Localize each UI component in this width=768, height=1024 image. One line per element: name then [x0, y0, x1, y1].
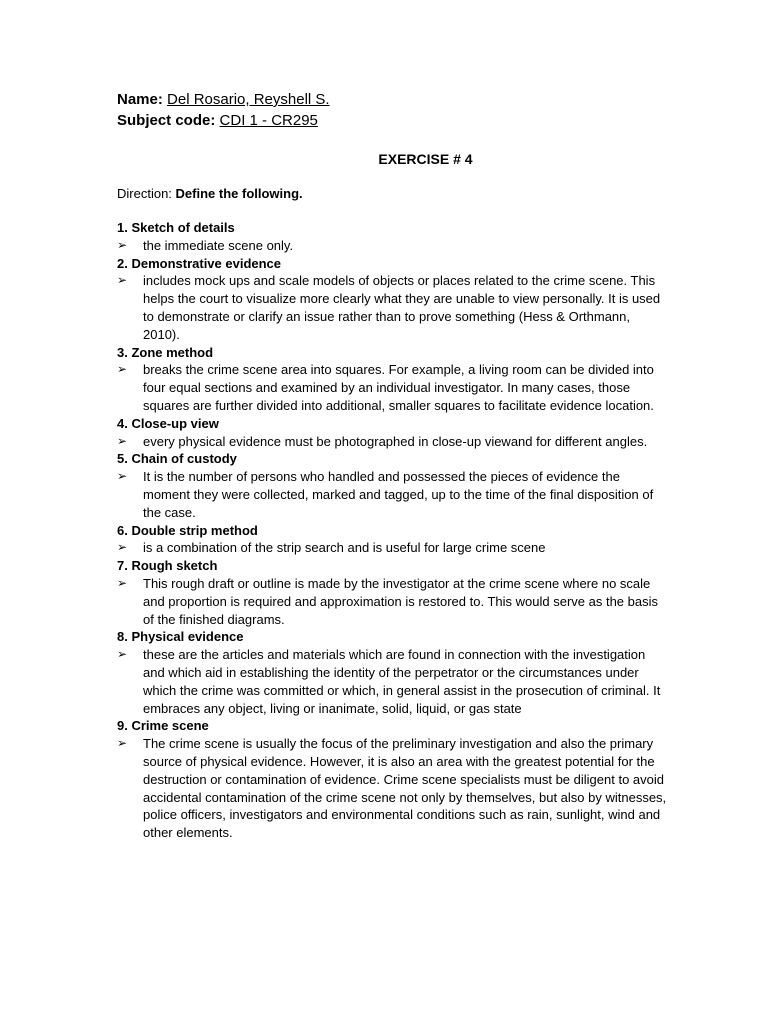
- list-item: [117, 344, 668, 415]
- definition-text: every physical evidence must be photographed in close-up viewand for different angles.: [143, 433, 648, 449]
- list-item: [117, 450, 668, 521]
- term-label: 5. Chain of custody: [117, 451, 237, 467]
- definition: [117, 575, 668, 628]
- term-label: 7. Rough sketch: [117, 558, 218, 574]
- name-label: Name:: [117, 91, 163, 108]
- term-label: 3. Zone method: [117, 344, 214, 360]
- arrowhead-bullet-icon: ➢: [117, 575, 128, 590]
- subject-label: Subject code:: [117, 112, 216, 129]
- arrowhead-bullet-icon: ➢: [117, 237, 128, 252]
- list-item: [117, 717, 668, 842]
- direction-label: Direction:: [117, 186, 176, 201]
- term-label: 1. Sketch of details: [117, 220, 235, 235]
- definition-text: The crime scene is usually the focus of the preliminary investigation and also the primary source of physical evidence. However, it is also an area with the greatest potential for the destruction or contamination of evidence. Crime scene specialists must be diligent to avoid accidental contamination of the crime scene not only by themselves, but also by witnesses, police officers, investigators and environmental conditions such as rain, sunlight, wind and other elements.: [143, 736, 667, 841]
- definitions-list: [117, 219, 668, 842]
- subject-line: [117, 110, 668, 131]
- list-item: [117, 415, 668, 451]
- arrowhead-bullet-icon: ➢: [117, 469, 128, 484]
- term-label: 2. Demonstrative evidence: [117, 255, 282, 271]
- arrowhead-bullet-icon: ➢: [117, 736, 128, 751]
- arrowhead-bullet-icon: ➢: [117, 362, 128, 377]
- list-item: [117, 219, 668, 255]
- definition-text: It is the number of persons who handled and possessed the pieces of evidence the moment they were collected, marked and tagged, up to the time of the final disposition of the case.: [143, 469, 654, 520]
- definition-text: these are the articles and materials which are found in connection with the investigation and which aid in establishing the identity of the perpetrator or the circumstances under which the crime was committed or which, in general assist in the prosecution of criminal. It embraces any object, living or inanimate, solid, liquid, or gas state: [143, 647, 661, 716]
- definition: [117, 539, 668, 557]
- definition-text: This rough draft or outline is made by the investigator at the crime scene where no scale and proportion is required and approximation is restored to. This would serve as the basis of the finished diagrams.: [143, 575, 658, 627]
- definition: [117, 646, 668, 717]
- definition: [117, 361, 668, 414]
- definition-text: is a combination of the strip search and is useful for large crime scene: [143, 540, 546, 556]
- exercise-title: EXERCISE # 4: [378, 151, 473, 167]
- list-item: [117, 255, 668, 344]
- arrowhead-bullet-icon: ➢: [117, 540, 128, 555]
- arrowhead-bullet-icon: ➢: [117, 273, 128, 288]
- term-label: 6. Double strip method: [117, 522, 258, 538]
- definition: [117, 237, 668, 255]
- definition: [117, 433, 668, 451]
- direction-line: [117, 185, 668, 203]
- definition-text: breaks the crime scene area into squares. For example, a living room can be divided into four equal sections and examined by an individual investigator. In many cases, those squares are further divided into additional, smaller squares to facilitate evidence location.: [143, 362, 654, 413]
- list-item: [117, 522, 668, 558]
- list-item: [117, 628, 668, 717]
- definition-text: the immediate scene only.: [143, 237, 294, 253]
- definition: [117, 272, 668, 343]
- definition: [117, 468, 668, 521]
- definition: [117, 735, 668, 842]
- term-label: 4. Close-up view: [117, 415, 219, 431]
- term-label: 8. Physical evidence: [117, 629, 244, 645]
- name-value: Del Rosario, Reyshell S.: [167, 91, 330, 108]
- arrowhead-bullet-icon: ➢: [117, 647, 128, 662]
- name-line: [117, 89, 668, 110]
- term-label: 9. Crime scene: [117, 718, 209, 734]
- list-item: [117, 557, 668, 628]
- definition-text: includes mock ups and scale models of objects or places related to the crime scene. This helps the court to visualize more clearly what they are unable to view personally. It is used to demonstrate or clarify an issue rather than to prove something (Hess & Orthmann, 2010).: [143, 273, 661, 342]
- direction-text: Define the following.: [175, 186, 303, 201]
- subject-value: CDI 1 - CR295: [219, 112, 318, 129]
- arrowhead-bullet-icon: ➢: [117, 433, 128, 448]
